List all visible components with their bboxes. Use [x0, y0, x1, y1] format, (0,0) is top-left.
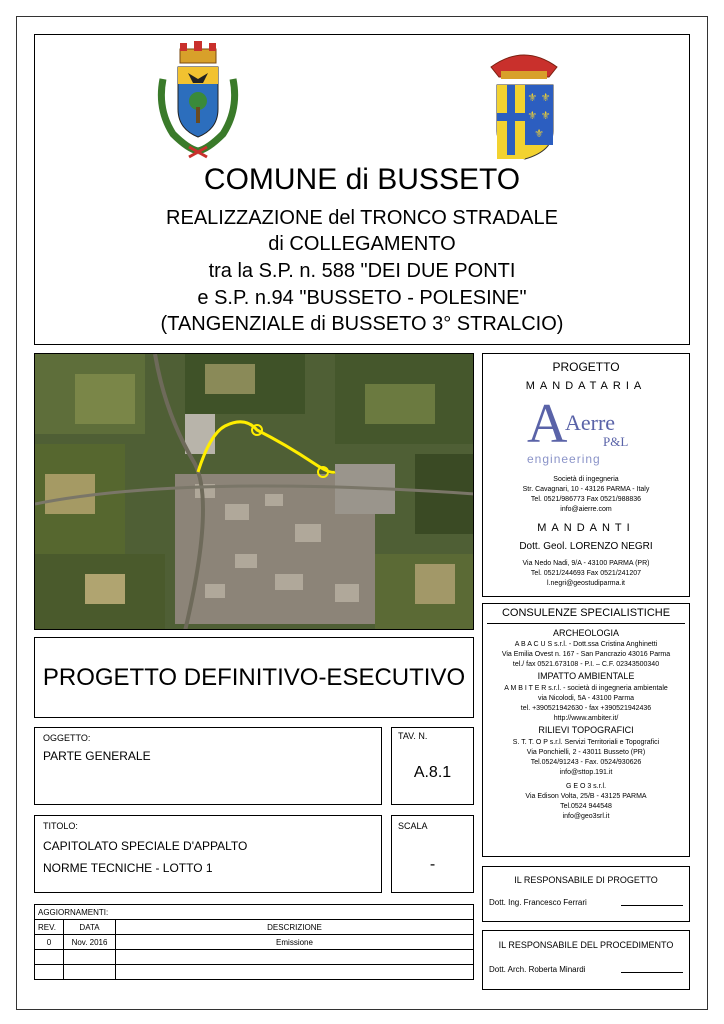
svg-text:⚜: ⚜ [534, 127, 544, 140]
tav-label: TAV. N. [398, 731, 428, 741]
section-heading: ARCHEOLOGIA [552, 628, 619, 638]
logo-sub: P&L [603, 434, 629, 449]
crown-icon [491, 55, 557, 79]
table-row [35, 950, 474, 965]
header-line-1: REALIZZAZIONE del TRONCO STRADALE [166, 207, 558, 229]
mandanti-label: MANDANTI [537, 522, 635, 534]
company-line: info@aierre.com [560, 506, 612, 513]
titolo-line-1: CAPITOLATO SPECIALE D'APPALTO [43, 839, 248, 853]
cell: 0 [35, 935, 64, 950]
consulenze-panel [482, 603, 690, 857]
main-title-box [34, 637, 474, 718]
resp-progetto-title: IL RESPONSABILE DI PROGETTO [514, 875, 658, 885]
header-line-4: e S.P. n.94 "BUSSETO - POLESINE" [197, 287, 527, 309]
progetto-panel [482, 353, 690, 597]
resp-procedimento-name: Dott. Arch. Roberta Minardi [489, 965, 586, 974]
section-heading: IMPATTO AMBIENTALE [537, 671, 635, 681]
header-box [34, 34, 690, 345]
aerial-photo [35, 354, 474, 630]
company-line: Str. Cavagnari, 10 - 43126 PARMA - Italy [522, 486, 650, 493]
aggiornamenti-label: AGGIORNAMENTI: [35, 905, 474, 920]
signature-line [621, 972, 683, 973]
geologist-name: Dott. Geol. LORENZO NEGRI [519, 541, 653, 552]
busseto-coat-of-arms [153, 39, 243, 161]
cell: Nov. 2016 [64, 935, 116, 950]
section-line: tel. +390521942630 - fax +390521942436 [520, 705, 652, 712]
province-coat-of-arms [479, 39, 569, 161]
signature-line [621, 905, 683, 906]
consulenze-title: CONSULENZE SPECIALISTICHE [501, 607, 671, 619]
section-line: A B A C U S s.r.l. - Dott.ssa Cristina Anghinetti [514, 641, 658, 648]
section-line: Via Emilia Ovest n. 167 - San Pancrazio 43016 Parma [501, 651, 671, 658]
main-title: PROGETTO DEFINITIVO-ESECUTIVO [42, 664, 466, 691]
table-row [35, 965, 474, 980]
table-row [35, 935, 474, 950]
col-header: DESCRIZIONE [116, 920, 474, 935]
progetto-title: PROGETTO [552, 360, 620, 374]
resp-procedimento-title: IL RESPONSABILE DEL PROCEDIMENTO [498, 940, 674, 950]
geologist-info [483, 559, 689, 589]
cell: Emissione [116, 935, 474, 950]
section-line: S. T. T. O P s.r.l. Servizi Territoriali e Topografici [512, 739, 660, 746]
mandataria-label: MANDATARIA [525, 380, 647, 392]
titolo-box [34, 815, 382, 893]
section-line: info@geo3srl.it [562, 813, 610, 820]
col-header: REV. [35, 920, 64, 935]
section-line: via Nicolodi, 5A - 43100 Parma [537, 695, 635, 702]
section-line: http://www.ambiter.it/ [553, 715, 619, 722]
geologist-line: Via Nedo Nadi, 9/A - 43100 PARMA (PR) [522, 560, 650, 567]
aierre-logo: A Aerre P&L engineering [527, 393, 629, 466]
cell [35, 965, 64, 980]
section-line: A M B I T E R s.r.l. - società di ingegneria ambientale [504, 685, 668, 692]
svg-text:⚜ ⚜: ⚜ ⚜ [527, 109, 551, 122]
header-line-2: di COLLEGAMENTO [268, 233, 456, 255]
header-line-5: (TANGENZIALE di BUSSETO 3° STRALCIO) [160, 313, 564, 335]
crown-icon [180, 41, 216, 63]
aggiornamenti-table [34, 904, 474, 980]
section-line: tel./ fax 0521.673108 - P.I. – C.F. 02343500340 [512, 661, 660, 668]
cell [64, 965, 116, 980]
scala-box [391, 815, 474, 893]
oggetto-label: OGGETTO: [43, 733, 91, 743]
oggetto-box [34, 727, 382, 805]
logo-eng: engineering [527, 452, 601, 466]
cell [35, 950, 64, 965]
header-line-3: tra la S.P. n. 588 "DEI DUE PONTI [208, 260, 516, 282]
tav-box [391, 727, 474, 805]
cell [116, 950, 474, 965]
company-line: Tel. 0521/986773 Fax 0521/988836 [530, 496, 642, 503]
section-line: Via Edison Volta, 25/B - 43125 PARMA [525, 793, 647, 800]
oggetto-value: PARTE GENERALE [43, 749, 151, 763]
section-heading: RILIEVI TOPOGRAFICI [538, 725, 634, 735]
geologist-line: Tel. 0521/244693 Fax 0521/241207 [530, 570, 642, 577]
resp-progetto-box [482, 866, 690, 922]
comune-title: COMUNE di BUSSETO [203, 163, 521, 196]
svg-text:⚜ ⚜: ⚜ ⚜ [527, 91, 551, 104]
geologist-line: l.negri@geostudiparma.it [547, 580, 625, 587]
titolo-label: TITOLO: [43, 821, 78, 831]
resp-progetto-name: Dott. Ing. Francesco Ferrari [489, 898, 587, 907]
section-line: info@sttop.191.it [559, 769, 613, 776]
section-line: Tel.0524 944548 [560, 803, 612, 810]
section-line: Via Ponchielli, 2 - 43011 Busseto (PR) [526, 749, 646, 756]
col-header: DATA [64, 920, 116, 935]
consulenze-list [483, 628, 689, 822]
titolo-line-2: NORME TECNICHE - LOTTO 1 [43, 861, 213, 875]
tav-value: A.8.1 [413, 764, 452, 781]
company-line: Società di ingegneria [553, 476, 619, 483]
logo-text: Aerre [565, 410, 616, 435]
section-line: Tel.0524/91243 - Fax. 0524/930626 [530, 759, 642, 766]
scala-label: SCALA [398, 821, 428, 831]
cell [64, 950, 116, 965]
section-line: G E O 3 s.r.l. [565, 783, 607, 790]
aerial-map [34, 353, 474, 630]
scala-value: - [429, 856, 436, 873]
resp-procedimento-box [482, 930, 690, 990]
company-info [483, 475, 689, 515]
cell [116, 965, 474, 980]
